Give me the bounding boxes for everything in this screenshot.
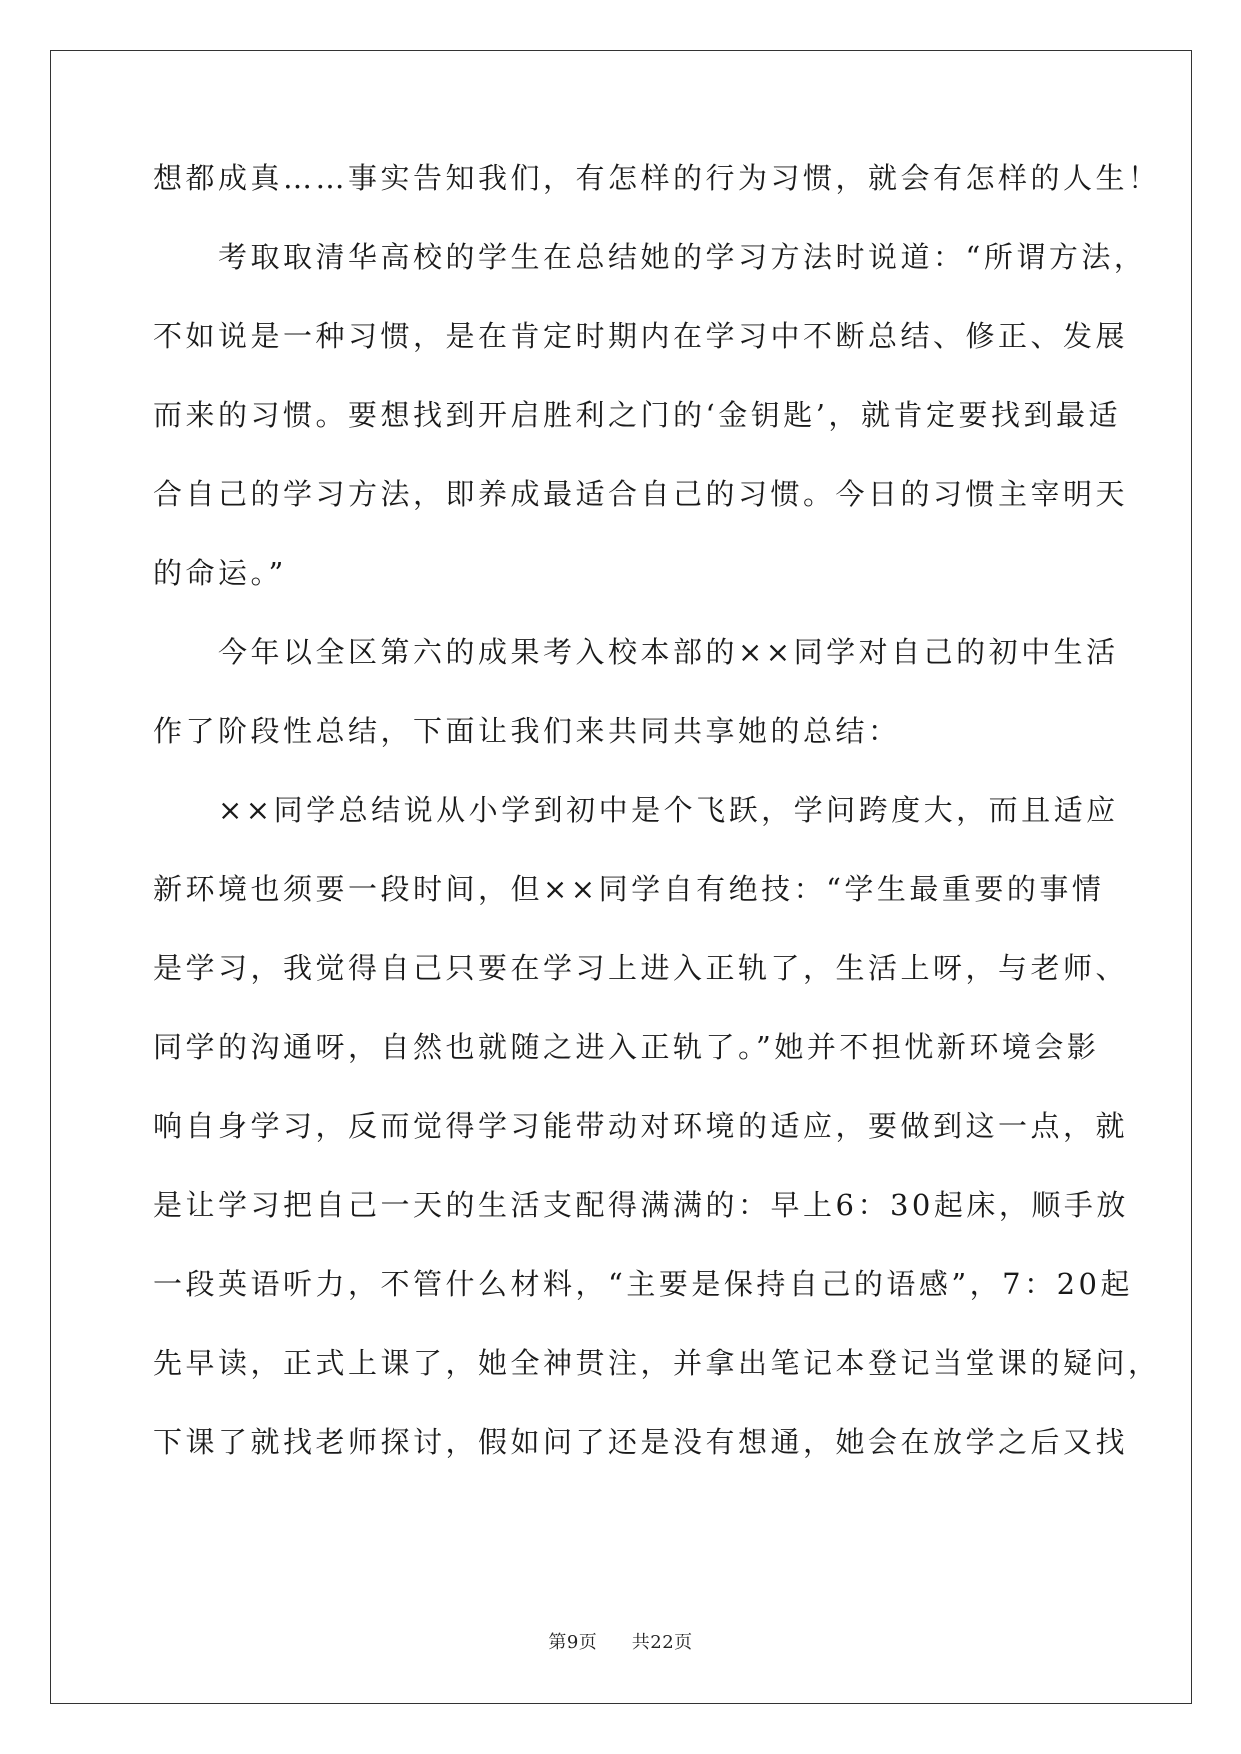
text-line-1: 想都成真……事实告知我们，有怎样的行为习惯，就会有怎样的人生！ [153, 161, 1161, 195]
text-line-10: 新环境也须要一段时间，但××同学自有绝技：“学生最重要的事情 [153, 872, 1105, 906]
text-line-9: ××同学总结说从小学到初中是个飞跃，学问跨度大，而且适应 [153, 793, 1119, 827]
text-line-12: 同学的沟通呀，自然也就随之进入正轨了。”她并不担忧新环境会影 [153, 1030, 1100, 1064]
text-line-16: 先早读，正式上课了，她全神贯注，并拿出笔记本登记当堂课的疑问， [153, 1346, 1161, 1380]
page-number: 第9页 [548, 1632, 598, 1653]
text-line-14: 是让学习把自己一天的生活支配得满满的：早上6：30起床，顺手放 [153, 1188, 1129, 1222]
page-footer [0, 1628, 1241, 1654]
text-line-6: 的命运。” [153, 556, 287, 590]
text-line-3: 不如说是一种习惯，是在肯定时期内在学习中不断总结、修正、发展 [153, 319, 1129, 353]
text-line-15: 一段英语听力，不管什么材料，“主要是保持自己的语感”，7：20起 [153, 1267, 1134, 1301]
text-line-2: 考取取清华高校的学生在总结她的学习方法时说道：“所谓方法， [153, 240, 1147, 274]
page-total: 共22页 [631, 1632, 693, 1653]
text-line-7: 今年以全区第六的成果考入校本部的××同学对自己的初中生活 [153, 635, 1119, 669]
text-line-4: 而来的习惯。要想找到开启胜利之门的‘金钥匙’，就肯定要找到最适 [153, 398, 1121, 432]
text-line-11: 是学习，我觉得自己只要在学习上进入正轨了，生活上呀，与老师、 [153, 951, 1129, 985]
text-line-13: 响自身学习，反而觉得学习能带动对环境的适应，要做到这一点，就 [153, 1109, 1129, 1143]
text-line-5: 合自己的学习方法，即养成最适合自己的习惯。今日的习惯主宰明天 [153, 477, 1129, 511]
text-line-8: 作了阶段性总结，下面让我们来共同共享她的总结： [153, 714, 901, 748]
text-line-17: 下课了就找老师探讨，假如问了还是没有想通，她会在放学之后又找 [153, 1425, 1129, 1459]
